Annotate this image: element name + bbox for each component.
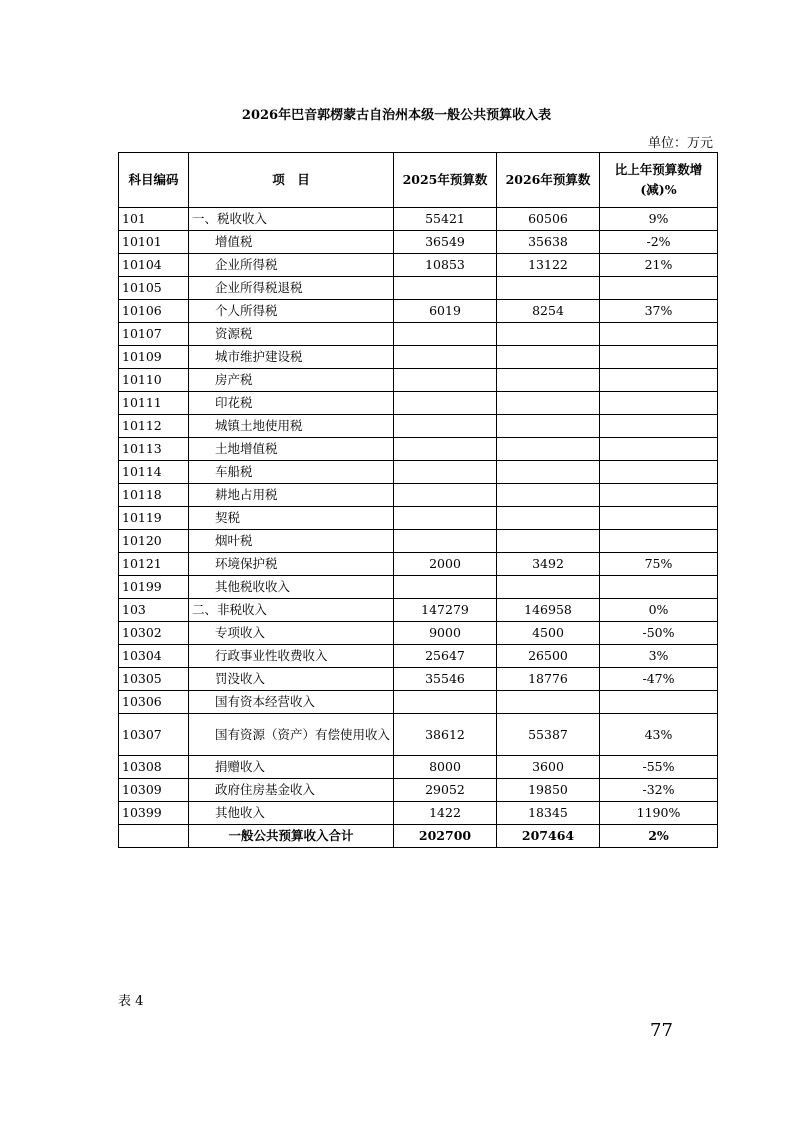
- row-code: 10107: [119, 323, 189, 346]
- row-budget-2025: [394, 691, 497, 714]
- row-budget-2026: 19850: [497, 779, 600, 802]
- row-budget-2025: 147279: [394, 599, 497, 622]
- row-code: 10118: [119, 484, 189, 507]
- header-change: 比上年预算数增(减)%: [600, 153, 718, 208]
- row-budget-2025: [394, 461, 497, 484]
- row-item-name: 政府住房基金收入: [189, 779, 394, 802]
- table-row: [119, 369, 718, 392]
- table-row: [119, 415, 718, 438]
- table-row: [119, 346, 718, 369]
- row-change: 43%: [600, 714, 718, 756]
- table-row: [119, 802, 718, 825]
- row-budget-2025: 9000: [394, 622, 497, 645]
- row-budget-2025: 35546: [394, 668, 497, 691]
- table-row: [119, 438, 718, 461]
- table-row: [119, 231, 718, 254]
- row-code: 103: [119, 599, 189, 622]
- table-row: [119, 484, 718, 507]
- row-budget-2026: [497, 369, 600, 392]
- row-budget-2025: [394, 346, 497, 369]
- row-change: 1190%: [600, 802, 718, 825]
- row-code: 10104: [119, 254, 189, 277]
- table-row: [119, 668, 718, 691]
- row-change: 9%: [600, 208, 718, 231]
- row-code: 10304: [119, 645, 189, 668]
- table-row: [119, 553, 718, 576]
- row-change: [600, 277, 718, 300]
- table-row: [119, 779, 718, 802]
- row-budget-2026: 146958: [497, 599, 600, 622]
- row-item-name: 环境保护税: [189, 553, 394, 576]
- row-code: 10121: [119, 553, 189, 576]
- row-code: 10120: [119, 530, 189, 553]
- header-item: 项 目: [189, 153, 394, 208]
- row-item-name: 国有资本经营收入: [189, 691, 394, 714]
- row-budget-2025: 10853: [394, 254, 497, 277]
- row-budget-2026: 13122: [497, 254, 600, 277]
- row-budget-2025: [394, 530, 497, 553]
- row-budget-2026: 60506: [497, 208, 600, 231]
- row-code: 10106: [119, 300, 189, 323]
- row-budget-2026: [497, 576, 600, 599]
- row-change: -47%: [600, 668, 718, 691]
- row-change: 37%: [600, 300, 718, 323]
- row-item-name: 其他税收收入: [189, 576, 394, 599]
- row-budget-2026: [497, 415, 600, 438]
- row-budget-2026: [497, 484, 600, 507]
- table-row: [119, 300, 718, 323]
- row-budget-2025: 38612: [394, 714, 497, 756]
- row-change: [600, 576, 718, 599]
- row-item-name: 罚没收入: [189, 668, 394, 691]
- row-code: 10112: [119, 415, 189, 438]
- row-budget-2026: [497, 346, 600, 369]
- row-budget-2025: [394, 507, 497, 530]
- header-code: 科目编码: [119, 153, 189, 208]
- table-header-row: [119, 153, 718, 208]
- row-budget-2025: 6019: [394, 300, 497, 323]
- table-row: [119, 507, 718, 530]
- header-budget-2026: 2026年预算数: [497, 153, 600, 208]
- row-code: 10306: [119, 691, 189, 714]
- row-change: [600, 691, 718, 714]
- row-budget-2025: [394, 369, 497, 392]
- row-change: -32%: [600, 779, 718, 802]
- row-code: 10399: [119, 802, 189, 825]
- table-row: [119, 714, 718, 756]
- row-code: 10113: [119, 438, 189, 461]
- row-item-name: 房产税: [189, 369, 394, 392]
- row-budget-2026: [497, 277, 600, 300]
- row-budget-2025: [394, 415, 497, 438]
- row-code: 10101: [119, 231, 189, 254]
- row-item-name: 契税: [189, 507, 394, 530]
- row-budget-2025: 36549: [394, 231, 497, 254]
- row-budget-2026: [497, 530, 600, 553]
- row-budget-2026: 18345: [497, 802, 600, 825]
- row-code: 10105: [119, 277, 189, 300]
- row-code: 10305: [119, 668, 189, 691]
- row-item-name: 个人所得税: [189, 300, 394, 323]
- row-budget-2025: [394, 277, 497, 300]
- table-row: [119, 392, 718, 415]
- row-budget-2025: [394, 484, 497, 507]
- row-budget-2026: [497, 392, 600, 415]
- row-change: 75%: [600, 553, 718, 576]
- table-row: [119, 208, 718, 231]
- row-item-name: 印花税: [189, 392, 394, 415]
- row-item-name: 烟叶税: [189, 530, 394, 553]
- row-change: [600, 530, 718, 553]
- row-budget-2026: [497, 323, 600, 346]
- row-code: 10111: [119, 392, 189, 415]
- row-change: -55%: [600, 756, 718, 779]
- table-row: [119, 691, 718, 714]
- row-change: [600, 484, 718, 507]
- row-code: 10199: [119, 576, 189, 599]
- row-change: 21%: [600, 254, 718, 277]
- row-budget-2026: [497, 438, 600, 461]
- row-code: 101: [119, 208, 189, 231]
- table-label: 表 4: [118, 994, 144, 1009]
- header-budget-2025: 2025年预算数: [394, 153, 497, 208]
- row-item-name-text: 国有资源（资产）有偿使用收入: [215, 726, 391, 742]
- row-code: 10119: [119, 507, 189, 530]
- row-change: [600, 369, 718, 392]
- row-budget-2026: 3492: [497, 553, 600, 576]
- row-budget-2025: 55421: [394, 208, 497, 231]
- total-item-name: 一般公共预算收入合计: [189, 825, 394, 848]
- row-item-name: 增值税: [189, 231, 394, 254]
- row-budget-2025: 8000: [394, 756, 497, 779]
- table-body: [119, 208, 718, 848]
- table-row: [119, 622, 718, 645]
- row-budget-2026: 55387: [497, 714, 600, 756]
- row-item-name: 土地增值税: [189, 438, 394, 461]
- row-change: [600, 507, 718, 530]
- total-row: [119, 825, 718, 848]
- row-item-name: 城镇土地使用税: [189, 415, 394, 438]
- row-budget-2026: [497, 461, 600, 484]
- row-budget-2025: 25647: [394, 645, 497, 668]
- row-item-name: 行政事业性收费收入: [189, 645, 394, 668]
- row-budget-2026: 3600: [497, 756, 600, 779]
- table-row: [119, 645, 718, 668]
- row-change: -50%: [600, 622, 718, 645]
- table-row: [119, 530, 718, 553]
- row-code: 10307: [119, 714, 189, 756]
- total-budget-2025: 202700: [394, 825, 497, 848]
- page-number: 77: [650, 1020, 673, 1041]
- row-budget-2025: [394, 576, 497, 599]
- row-change: [600, 415, 718, 438]
- row-budget-2025: 1422: [394, 802, 497, 825]
- row-item-name: 城市维护建设税: [189, 346, 394, 369]
- row-change: [600, 461, 718, 484]
- row-item-name: 企业所得税: [189, 254, 394, 277]
- total-budget-2026: 207464: [497, 825, 600, 848]
- budget-revenue-table: [118, 152, 718, 848]
- total-change: 2%: [600, 825, 718, 848]
- unit-label: 单位：万元: [647, 136, 713, 151]
- table-row: [119, 277, 718, 300]
- row-change: [600, 346, 718, 369]
- row-code: 10308: [119, 756, 189, 779]
- row-change: [600, 438, 718, 461]
- row-item-name: [189, 714, 394, 756]
- row-item-name: 企业所得税退税: [189, 277, 394, 300]
- row-code: 10109: [119, 346, 189, 369]
- row-budget-2025: 29052: [394, 779, 497, 802]
- row-item-name: 资源税: [189, 323, 394, 346]
- row-budget-2025: [394, 323, 497, 346]
- row-budget-2026: 26500: [497, 645, 600, 668]
- row-item-name: 其他收入: [189, 802, 394, 825]
- row-budget-2026: 35638: [497, 231, 600, 254]
- row-budget-2025: [394, 438, 497, 461]
- table-row: [119, 599, 718, 622]
- row-budget-2026: [497, 507, 600, 530]
- total-code: [119, 825, 189, 848]
- table-row: [119, 323, 718, 346]
- row-budget-2025: 2000: [394, 553, 497, 576]
- row-item-name: 捐赠收入: [189, 756, 394, 779]
- row-change: [600, 323, 718, 346]
- table-row: [119, 254, 718, 277]
- row-code: 10110: [119, 369, 189, 392]
- row-item-name: 二、非税收入: [189, 599, 394, 622]
- row-change: 0%: [600, 599, 718, 622]
- row-change: 3%: [600, 645, 718, 668]
- table-row: [119, 461, 718, 484]
- row-change: [600, 392, 718, 415]
- row-change: -2%: [600, 231, 718, 254]
- row-item-name: 一、税收收入: [189, 208, 394, 231]
- row-budget-2026: 4500: [497, 622, 600, 645]
- row-code: 10309: [119, 779, 189, 802]
- row-code: 10114: [119, 461, 189, 484]
- row-item-name: 耕地占用税: [189, 484, 394, 507]
- row-item-name: 车船税: [189, 461, 394, 484]
- row-budget-2026: 18776: [497, 668, 600, 691]
- table-row: [119, 756, 718, 779]
- row-code: 10302: [119, 622, 189, 645]
- row-budget-2026: 8254: [497, 300, 600, 323]
- table-row: [119, 576, 718, 599]
- page-title: 2026年巴音郭楞蒙古自治州本级一般公共预算收入表: [241, 108, 552, 123]
- row-budget-2026: [497, 691, 600, 714]
- row-budget-2025: [394, 392, 497, 415]
- row-item-name: 专项收入: [189, 622, 394, 645]
